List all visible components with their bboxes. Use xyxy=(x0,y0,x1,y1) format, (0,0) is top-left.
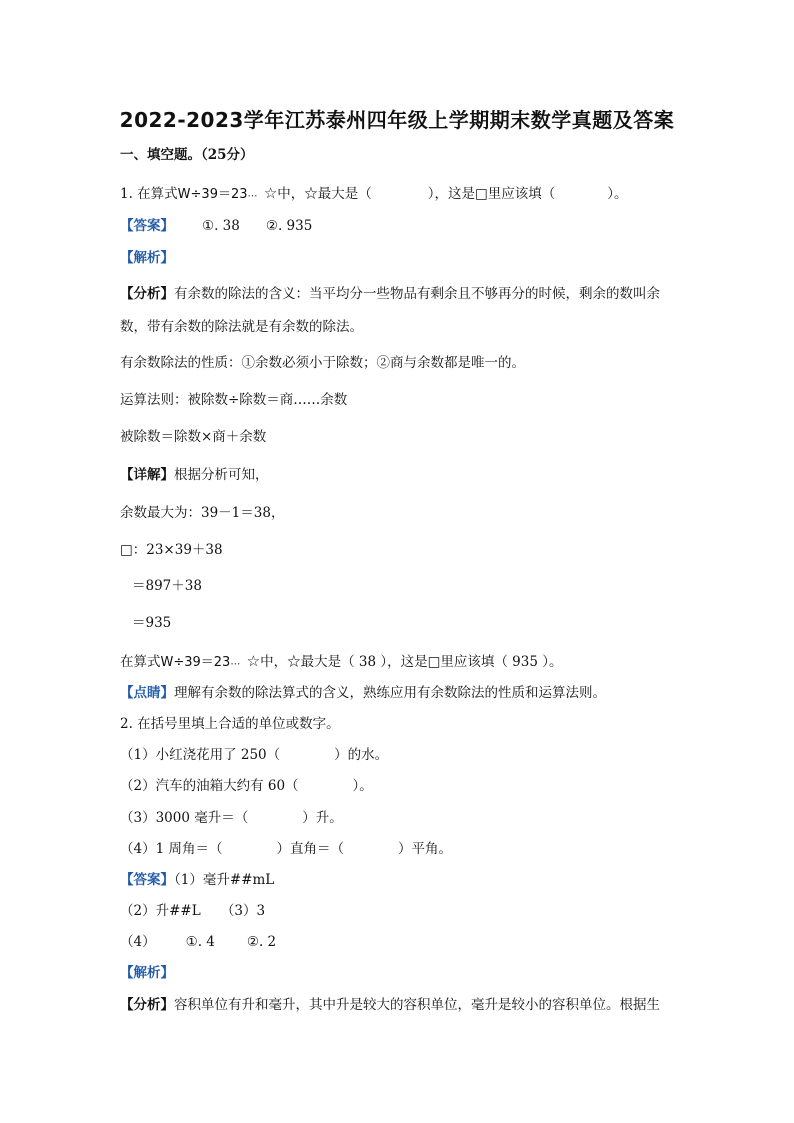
question-1-fenxi-line1: 【分析】有余数的除法的含义：当平均分一些物品有剩余且不够再分的时候，剩余的数叫余 xyxy=(120,286,660,302)
question-1-answer xyxy=(120,217,690,235)
question-2-item-1: （1）小红浇花用了 250（ ）的水。 xyxy=(120,747,389,763)
question-1-calc-2: □：23×39＋38 xyxy=(120,542,223,558)
question-2-answer-1: 【答案】（1）毫升##mL xyxy=(120,872,275,888)
question-2-item-3: （3）3000 毫升＝（ ）升。 xyxy=(120,810,343,826)
remainder-dots: … xyxy=(247,188,260,200)
equation-expression: W÷39＝23 xyxy=(177,187,248,202)
star-icon: ☆ xyxy=(263,184,278,202)
question-1-calc-4: ＝935 xyxy=(132,615,172,631)
question-1-analysis-tag: 【解析】 xyxy=(120,250,174,266)
question-2-fenxi: 【分析】容积单位有升和毫升，其中升是较大的容积单位，毫升是较小的容积单位。根据生 xyxy=(120,997,660,1013)
question-1-dianjing: 【点睛】理解有余数的除法算式的含义，熟练应用有余数除法的性质和运算法则。 xyxy=(120,685,606,701)
question-1-property: 有余数除法的性质：①余数必须小于除数；②商与余数都是唯一的。 xyxy=(120,355,525,371)
question-1-restate: 在算式W÷39＝23… ☆中，☆最大是（ 38 ），这是□里应该填（ 935 ）。 xyxy=(120,652,563,670)
question-2-answer-2: （2）升##L （3）3 xyxy=(120,903,266,919)
question-2-analysis-tag: 【解析】 xyxy=(120,965,174,981)
answer-tag: 【答案】 xyxy=(120,218,174,234)
answer-2: ②. 935 xyxy=(265,218,313,234)
equation-expression-restate: W÷39＝23 xyxy=(160,655,231,670)
question-2-item-2: （2）汽车的油箱大约有 60（ ）。 xyxy=(120,778,373,794)
question-1-calc-1: 余数最大为：39－1＝38， xyxy=(120,505,285,521)
question-1-rule-1: 运算法则：被除数÷除数＝商……余数 xyxy=(120,392,348,408)
question-2-item-4: （4）1 周角＝（ ）直角＝（ ）平角。 xyxy=(120,841,452,857)
question-1: 1. 在算式W÷39＝23… ☆中，☆最大是（ ），这是□里应该填（ ）。 xyxy=(120,184,628,202)
star-icon: ☆ xyxy=(246,652,261,670)
question-1-calc-3: ＝897＋38 xyxy=(132,578,202,594)
document-title: 2022-2023学年江苏泰州四年级上学期期末数学真题及答案 xyxy=(119,108,675,132)
question-1-rule-2: 被除数＝除数×商＋余数 xyxy=(120,429,267,445)
answer-1: ①. 38 xyxy=(202,218,240,234)
question-1-detail: 【详解】根据分析可知， xyxy=(120,467,269,483)
question-1-fenxi-line2: 数，带有余数的除法就是有余数的除法。 xyxy=(120,319,363,335)
question-2: 2. 在括号里填上合适的单位或数字。 xyxy=(120,716,340,732)
question-2-answer-3: （4） ①. 4 ②. 2 xyxy=(120,934,277,950)
section-heading-fill-in: 一、填空题。（25分） xyxy=(120,147,254,163)
